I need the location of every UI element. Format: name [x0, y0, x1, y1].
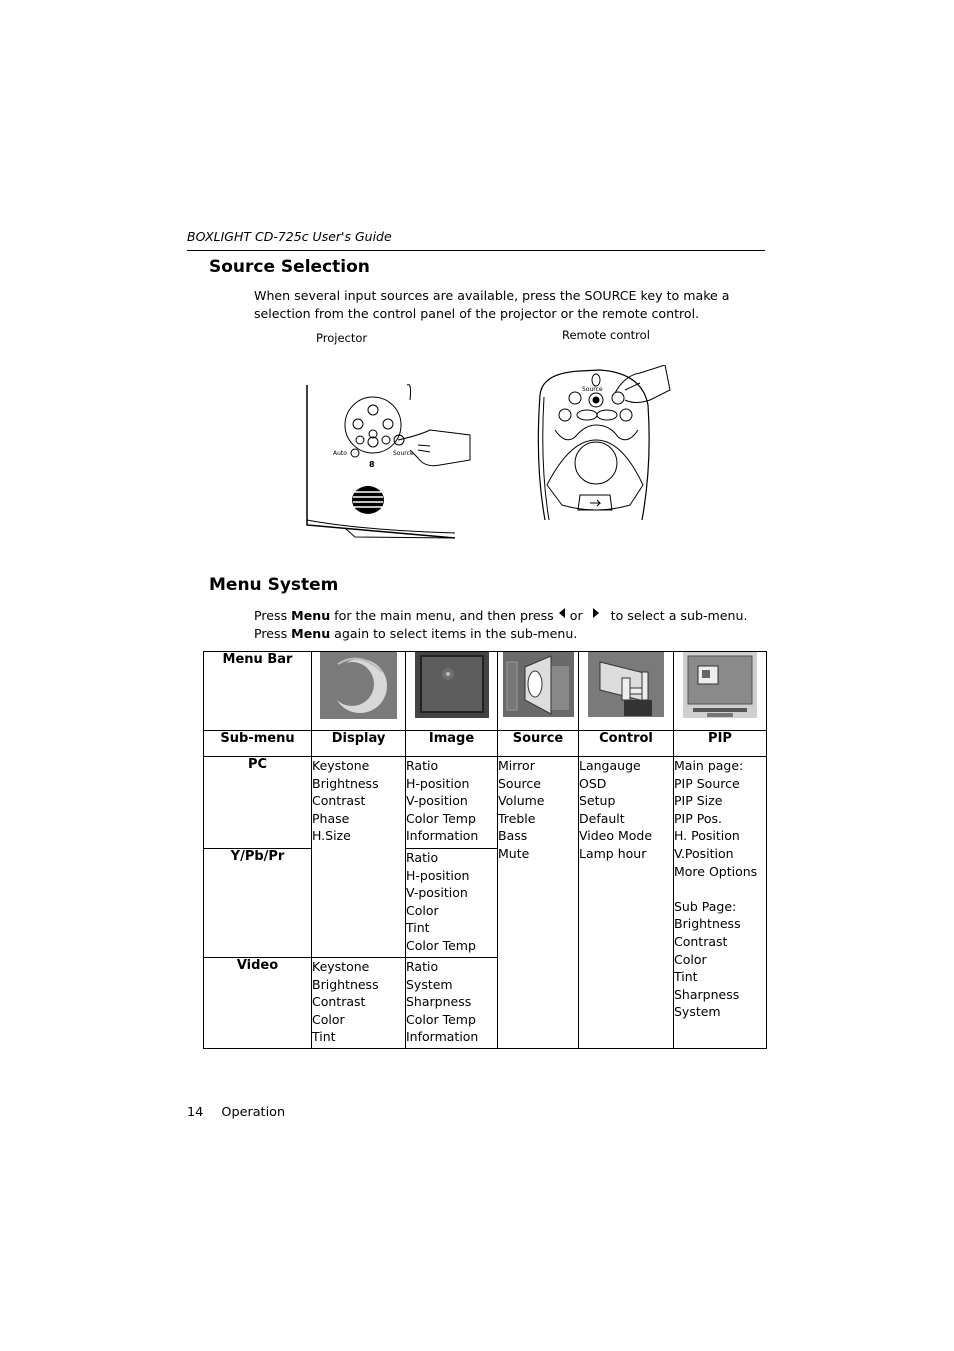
submenu-label: Sub-menu [204, 731, 312, 757]
column-image: Image [406, 731, 498, 757]
right-arrow-icon [593, 608, 599, 618]
remote-caption: Remote control [562, 328, 650, 342]
pip-icon-cell [674, 652, 767, 731]
row-pc: PC [204, 757, 312, 849]
display-video-cell: Keystone Brightness Contrast Color Tint [312, 958, 406, 1049]
display-menu-icon [320, 652, 397, 719]
menu-table [203, 651, 767, 1049]
header-title: BOXLIGHT CD-725c User's Guide [187, 229, 392, 244]
control-menu-icon [588, 652, 664, 717]
row-video: Video [204, 958, 312, 1049]
projector-source-label: Source [393, 450, 414, 457]
column-pip: PIP [674, 731, 767, 757]
remote-illustration [530, 365, 685, 525]
pip-menu-icon [683, 652, 757, 718]
display-pc-cell: Keystone Brightness Contrast Phase H.Size [312, 757, 406, 958]
menu-system-intro: Press Menu for the main menu, and then press or to select a sub-menu. Press Menu again to select items in the sub-menu. [254, 608, 748, 641]
display-icon-cell [312, 652, 406, 731]
column-control: Control [579, 731, 674, 757]
source-menu-icon [503, 652, 574, 717]
source-cell: Mirror Source Volume Treble Bass Mute [498, 757, 579, 1049]
menu-key-1: Menu [291, 608, 331, 623]
footer-section: Operation [221, 1105, 286, 1120]
image-video-cell: Ratio System Sharpness Color Temp Information [406, 958, 498, 1049]
left-arrow-icon [559, 608, 565, 618]
control-icon-cell [579, 652, 674, 731]
menu-key-2: Menu [291, 626, 331, 641]
projector-caption: Projector [316, 331, 368, 345]
column-display: Display [312, 731, 406, 757]
projector-auto-label: Auto [333, 450, 347, 457]
projector-num-label: 8 [369, 460, 375, 469]
pip-cell: Main page: PIP Source PIP Size PIP Pos. H. Position V.Position More Options Sub Page: Brightness Contrast Color Tint Sharpness System [674, 757, 767, 1049]
projector-illustration [300, 380, 480, 545]
header-rule [187, 250, 765, 251]
image-ypbpr-cell: Ratio H-position V-position Color Tint Color Temp [406, 849, 498, 958]
image-icon-cell [406, 652, 498, 731]
page-number: 14 [187, 1105, 204, 1120]
control-cell: Langauge OSD Setup Default Video Mode Lamp hour [579, 757, 674, 1049]
remote-source-label: Source [582, 386, 603, 393]
source-selection-paragraph: When several input sources are available, press the SOURCE key to make a selection from the control panel of the projector or the remote control. [254, 288, 730, 321]
source-selection-heading: Source Selection [209, 257, 370, 277]
image-menu-icon [415, 652, 489, 718]
menu-bar-label: Menu Bar [204, 652, 312, 731]
source-icon-cell [498, 652, 579, 731]
image-pc-cell: Ratio H-position V-position Color Temp Information [406, 757, 498, 849]
page-footer [187, 1105, 285, 1120]
column-source: Source [498, 731, 579, 757]
menu-system-heading: Menu System [209, 575, 339, 595]
row-ypbpr: Y/Pb/Pr [204, 849, 312, 958]
